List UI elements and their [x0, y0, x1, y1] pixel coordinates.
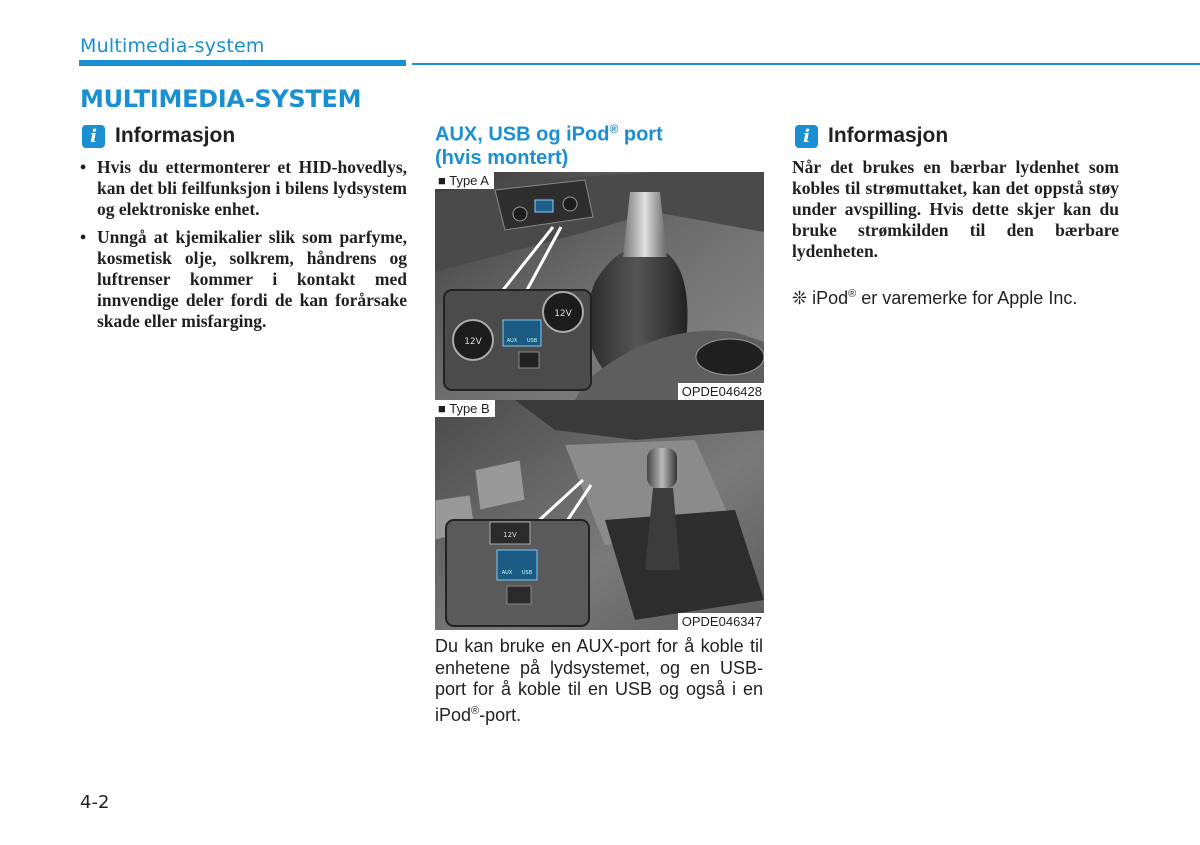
- figure-type-label: ■ Type B: [435, 400, 495, 417]
- header-rule-thick: [79, 60, 406, 66]
- info-icon: i: [82, 125, 105, 148]
- trademark-note: [792, 288, 1077, 309]
- aux-title-text: AUX, USB og iPod: [435, 123, 610, 146]
- info-heading-left: [82, 124, 235, 148]
- info-heading-text: Informasjon: [828, 124, 949, 147]
- figure-code: OPDE046428: [678, 383, 764, 400]
- list-item: [80, 227, 407, 332]
- section-title: MULTIMEDIA-SYSTEM: [80, 85, 362, 113]
- figure-type-a: [435, 172, 764, 400]
- aux-description: [435, 636, 763, 726]
- bullet-text: Hvis du ettermonterer et HID-hovedlys, kan det bli feilfunksjon i bilens lydsystem og elektroniske enhet.: [97, 157, 407, 219]
- panel-label: USB: [526, 338, 538, 344]
- figure-type-label: ■ Type A: [435, 172, 494, 189]
- bullet-dot: •: [80, 157, 87, 177]
- panel-label: 12V: [554, 309, 572, 319]
- header-rule-thin: [412, 63, 1200, 65]
- info-paragraph: Når det brukes en bærbar lydenhet som kobles til strømuttaket, kan det oppstå støy under avspilling. Hvis dette skjer kan du bruke strømkilden til den bærbare lydenheten.: [792, 157, 1119, 261]
- info-heading-right: [795, 124, 948, 148]
- panel-label: AUX: [506, 338, 518, 344]
- page-number: 4-2: [80, 792, 110, 813]
- aux-body-tail: -port.: [479, 704, 522, 725]
- panel-label: 12V: [503, 531, 517, 539]
- info-bullet-list: [80, 157, 407, 339]
- note-text-tail: er varemerke for Apple Inc.: [856, 288, 1078, 308]
- console-photo-a: [435, 172, 764, 400]
- info-icon: i: [795, 125, 818, 148]
- registered-mark: ®: [609, 122, 619, 136]
- list-item: [80, 157, 407, 220]
- panel-label: USB: [521, 570, 533, 576]
- aux-title-tail: port: [618, 123, 663, 146]
- panel-label: AUX: [501, 570, 513, 576]
- aux-section-title: [435, 118, 663, 170]
- running-header: Multimedia-system: [80, 35, 265, 57]
- aux-title-line2: (hvis montert): [435, 146, 569, 169]
- registered-mark: ®: [471, 704, 480, 717]
- bullet-text: Unngå at kjemikalier slik som parfyme, kosmetisk olje, solkrem, håndrens og luftrenser kommer i kontakt med innvendige deler fordi de kan forårsake skade eller misfarging.: [97, 227, 407, 331]
- registered-mark: ®: [848, 288, 857, 300]
- figure-type-b: [435, 400, 764, 630]
- panel-label: 12V: [464, 337, 482, 347]
- figure-code: OPDE046347: [678, 613, 764, 630]
- info-heading-text: Informasjon: [115, 124, 236, 147]
- aux-body-text: Du kan bruke en AUX-port for å koble til enhetene på lydsystemet, og en USB-port for å koble til en USB og også i en iPod: [435, 636, 763, 725]
- note-symbol-icon: ❊: [792, 288, 808, 308]
- console-photo-b: [435, 400, 764, 630]
- bullet-dot: •: [80, 227, 87, 247]
- note-text: iPod: [807, 288, 849, 308]
